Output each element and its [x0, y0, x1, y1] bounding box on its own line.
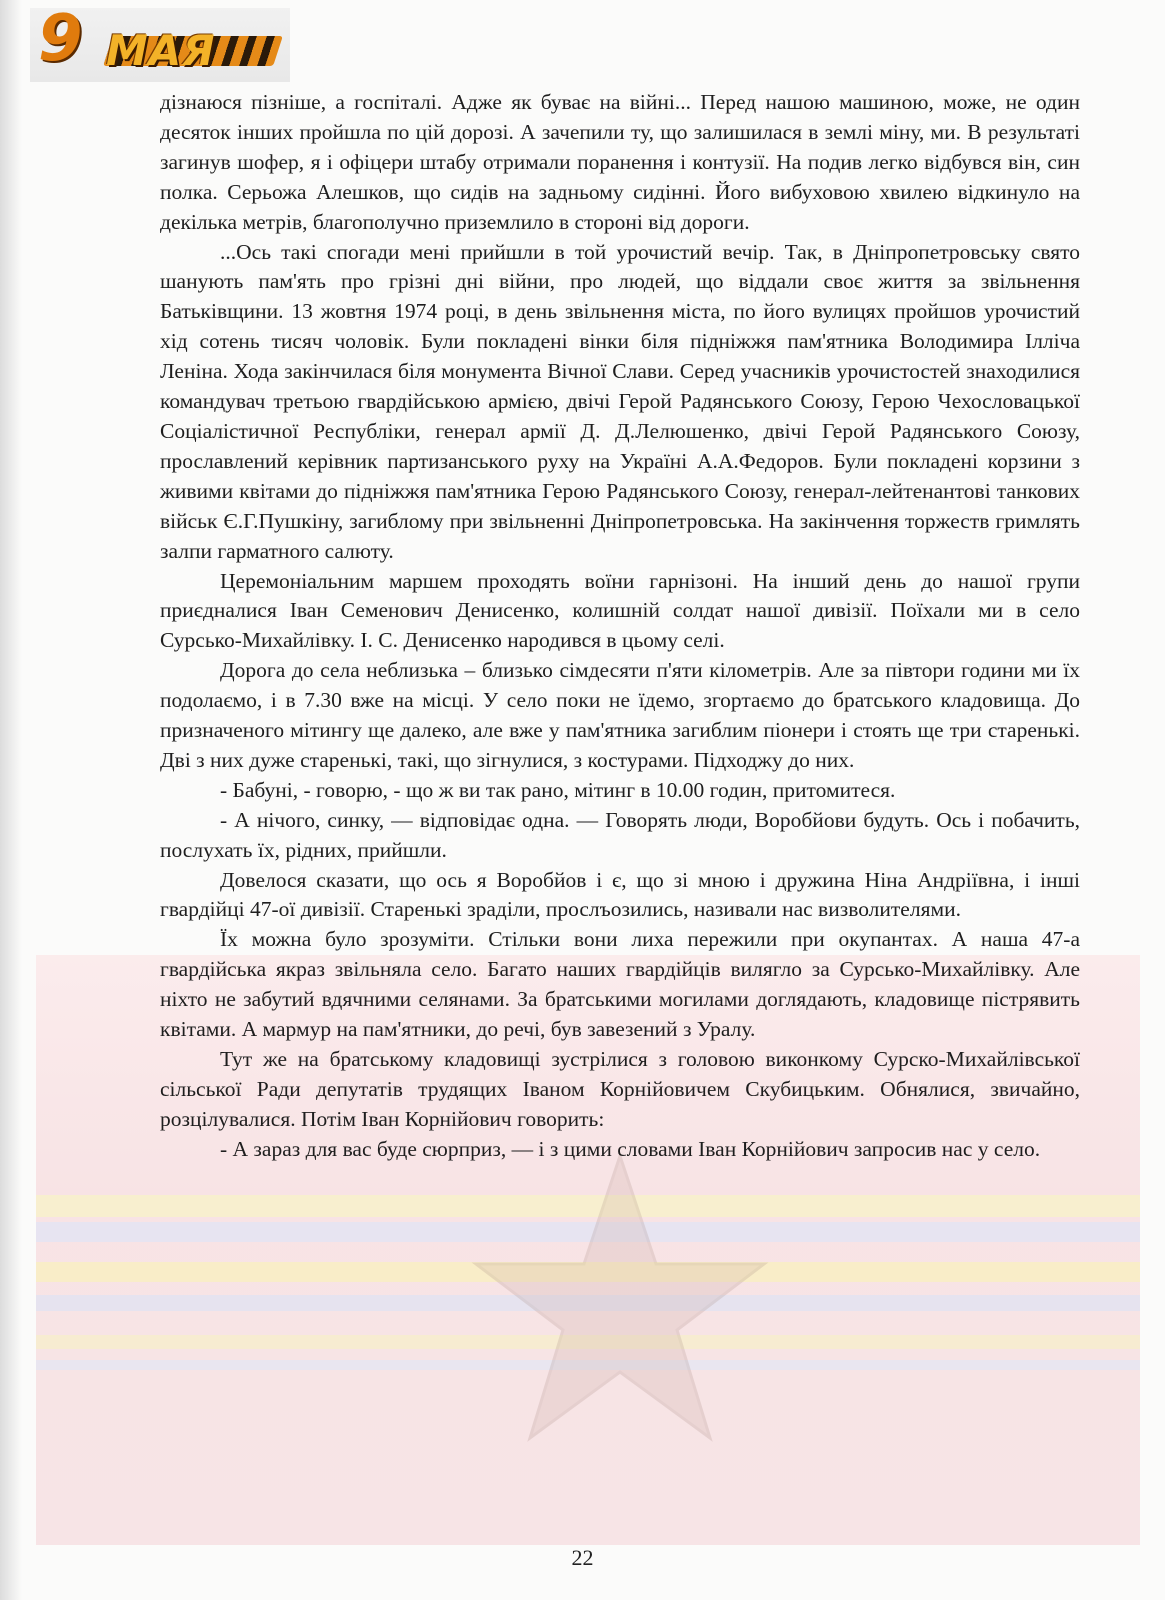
paragraph: дізнаюся пізніше, а госпіталі. Адже як буває на війні... Перед нашою машиною, може, не один десяток інших пройшла по цій дорозі. А зачепили ту, що залишилася в землі міну, ми. В результаті загинув шофер, я і офіцери штабу отримали поранення і контузії. На подив легко відбувся він, син полка. Серьожа Алешков, що сидів на задньому сидінні. Його вибуховою хвилею відкинуло на декілька метрів, благополучно приземлило в стороні від дороги.: [160, 90, 1080, 234]
paragraph: Церемоніальним маршем проходять воїни гарнізоні. На інший день до нашої групи приєдналися Іван Семенович Денисенко, колишній солдат нашої дивізії. Поїхали ми в село Сурсько-Михайлівку. І. С. Денисенко народився в цьому селі.: [160, 568, 1080, 653]
paragraph: - А зараз для вас буде сюрприз, — і з цими словами Іван Корнійович запросив нас у село.: [220, 1136, 1041, 1161]
star-watermark-icon: [470, 1150, 770, 1450]
paragraph: - Бабуні, - говорю, - що ж ви так рано, мітинг в 10.00 годин, притомитеся.: [220, 777, 896, 802]
paragraph: Тут же на братському кладовищі зустрілися з головою виконкому Сурско-Михайлівської сільської Ради депутатів трудящих Іваном Корнійовичем Скубицьким. Обнялися, звичайно, розцілувалися. Потім Іван Корнійович говорить:: [160, 1047, 1080, 1131]
paragraph: ...Ось такі спогади мені прийшли в той урочистий вечір. Так, в Дніпропетровську свято шанують пам'ять про грізні дні війни, про людей, що віддали своє життя за звільнення Батьківщини. 13 жовтня 1974 році, в день звільнення міста, по його вулицях пройшов урочистий хід сотень тисяч чоловік. Були покладені вінки біля підніжжя пам'ятника Володимира Ілліча Леніна. Хода закінчилася біля монумента Вічної Слави. Серед учасників урочистостей знаходилися командувач третьою гвардійською армією, двічі Герой Радянського Союзу, Герою Чехословацької Соціалістичної Республіки, генерал армії Д. Д.Лелюшенко, двічі Герой Радянського Союзу, прославлений керівник партизанського руху на Україні А.А.Федоров. Були покладені корзини з живими квітами до підніжжя пам'ятника Герою Радянського Союзу, генерал-лейтенантові танкових військ Є.Г.Пушкіну, загиблому при звільненні Дніпропетровська. На закінчення торжеств гримлять залпи гарматного салюту.: [160, 239, 1080, 563]
logo-number: 9: [38, 2, 83, 76]
scan-edge-shadow: [0, 0, 22, 1600]
logo-text: МАЯ: [106, 26, 216, 75]
paragraph: Їх можна було зрозуміти. Стільки вони лиха пережили при окупантах. А наша 47-а гвардійська якраз звільняла село. Багато наших гвардійців вилягло за Сурсько-Михайлівку. Але ніхто не забутий вдячними селянами. За братськими могилами доглядають, кладовище пістрявить квітами. А мармур на пам'ятники, до речі, був завезений з Уралу.: [160, 927, 1080, 1042]
paragraph: Дорога до села неблизька – близько сімдесяти п'яти кілометрів. Але за півтори години ми їх подолаємо, і в 7.30 вже на місці. У село поки не їдемо, згортаємо до братського кладовища. До призначеного мітингу ще далеко, але вже у пам'ятника загиблим піонери і стоять ще три старенькі. Дві з них дуже старенькі, такі, що зігнулися, з костурами. Підходжу до них.: [160, 658, 1080, 772]
may-9-logo: [30, 2, 290, 82]
paragraph: - А нічого, синку, — відповідає одна. — Говорять люди, Воробйови будуть. Ось і побачить, послухать їх, рідних, прийшли.: [160, 807, 1080, 862]
document-body: [160, 88, 1080, 1165]
paragraph: Довелося сказати, що ось я Воробйов і є, що зі мною і дружина Ніна Андріївна, і інші гвардійці 47-ої дивізії. Старенькі зраділи, прослъозились, називали нас визволителями.: [160, 867, 1080, 922]
page-number: 22: [571, 1545, 594, 1570]
